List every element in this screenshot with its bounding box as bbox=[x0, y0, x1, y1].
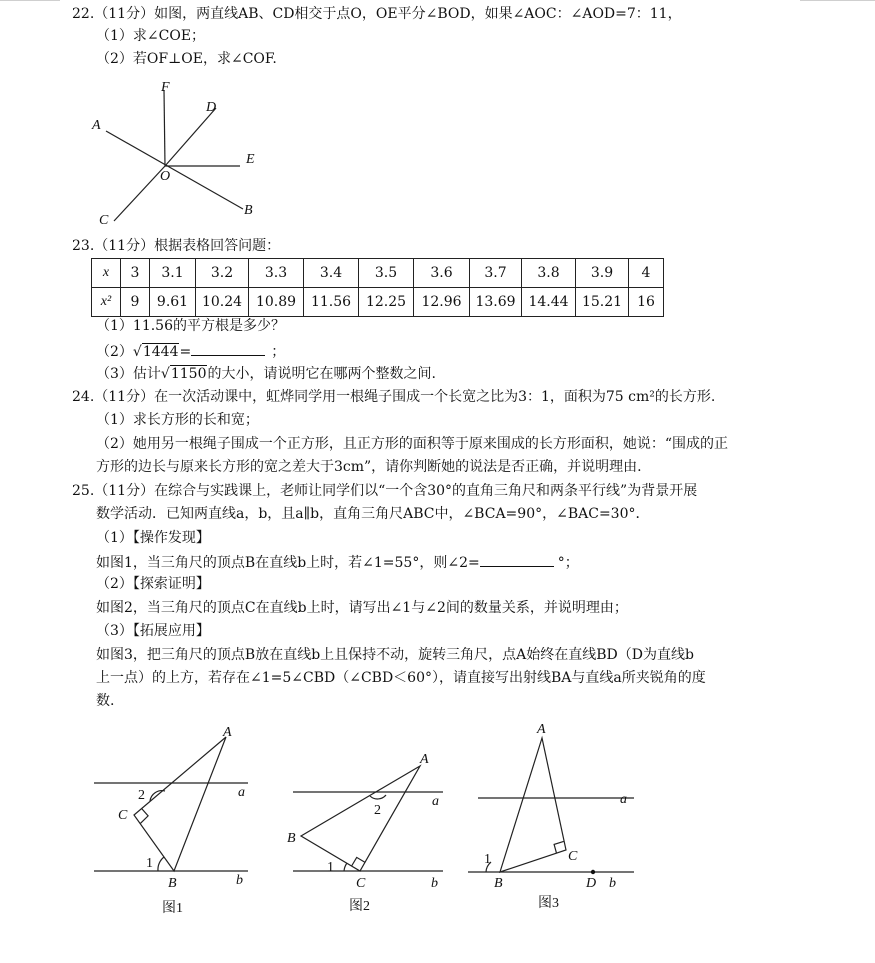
q22-sub2: （2）若OF⊥OE，求∠COF. bbox=[96, 51, 277, 67]
top-rule-right bbox=[800, 0, 875, 1]
figure-2 bbox=[285, 745, 460, 920]
q24-sub1: （1）求长方形的长和宽； bbox=[96, 412, 259, 428]
label-A: A bbox=[92, 118, 101, 133]
fig1-label-B: B bbox=[168, 876, 177, 891]
angle-2-arc bbox=[370, 795, 386, 799]
label-F: F bbox=[161, 80, 170, 95]
label-B: B bbox=[244, 203, 253, 218]
label-O: O bbox=[160, 169, 171, 184]
answer-blank-angle2[interactable] bbox=[480, 551, 554, 567]
angle-1-arc bbox=[344, 863, 347, 871]
fig3-label-D: D bbox=[586, 876, 597, 891]
fig1-label-A: A bbox=[223, 725, 232, 740]
line-AB bbox=[106, 131, 243, 209]
fig1-label-C: C bbox=[118, 808, 128, 823]
figure-3 bbox=[462, 718, 642, 918]
table-cell: 3.2 bbox=[196, 259, 249, 288]
q23-sub3-prefix: （3）估计 bbox=[96, 366, 161, 382]
fig3-label-b: b bbox=[609, 876, 616, 891]
q25-head-line2: 数学活动．已知两直线a，b，且a∥b，直角三角尺ABC中，∠BCA=90°，∠BAC=30°． bbox=[96, 506, 650, 522]
fig2-angle-2: 2 bbox=[374, 803, 381, 818]
fig3-angle-1: 1 bbox=[484, 852, 491, 867]
label-D: D bbox=[206, 100, 217, 115]
fig3-label-A: A bbox=[537, 722, 546, 737]
fig2-label-A: A bbox=[420, 752, 429, 767]
q25-part1-prefix: 如图1，当三角尺的顶点B在直线b上时，若∠1=55°，则∠2= bbox=[96, 555, 480, 571]
fig1-angle-1: 1 bbox=[146, 856, 153, 871]
q22-figure bbox=[80, 76, 280, 231]
top-rule-left bbox=[0, 0, 60, 1]
fig1-angle-2: 2 bbox=[138, 788, 145, 803]
fig1-label-b: b bbox=[236, 873, 243, 888]
fig3-label-C: C bbox=[568, 849, 578, 864]
fig3-label-B: B bbox=[494, 876, 503, 891]
q23-head: 23.（11分）根据表格回答问题： bbox=[72, 238, 281, 254]
table-cell: 9 bbox=[121, 288, 150, 317]
q25-part1-suffix: °； bbox=[557, 555, 579, 571]
table-cell: 12.96 bbox=[414, 288, 470, 317]
angle-1-arc bbox=[158, 857, 164, 871]
q25-head-line1: 25.（11分）在综合与实践课上，老师让同学们以“一个含30°的直角三角尺和两条平行线”为背景开展 bbox=[72, 483, 698, 499]
q25-part3-line3: 数. bbox=[96, 693, 115, 709]
table-cell: 4 bbox=[629, 259, 664, 288]
label-E: E bbox=[246, 152, 255, 167]
q23-sub2-eq: = bbox=[179, 344, 192, 360]
table-cell: x² bbox=[92, 288, 121, 317]
fig1-label-a: a bbox=[238, 785, 245, 800]
q23-sub3-suffix: 的大小，请说明它在哪两个整数之间. bbox=[207, 366, 436, 382]
table-cell: 3 bbox=[121, 259, 150, 288]
right-angle-mark bbox=[141, 809, 149, 824]
table-cell: 15.21 bbox=[576, 288, 629, 317]
table-cell: 11.56 bbox=[304, 288, 359, 317]
table-row bbox=[92, 259, 664, 288]
q25-part2-text: 如图2，当三角尺的顶点C在直线b上时，请写出∠1与∠2间的数量关系，并说明理由； bbox=[96, 600, 628, 616]
fig2-label-b: b bbox=[431, 876, 438, 891]
radicand-1150: 1150 bbox=[170, 366, 207, 382]
q23-sub2-suffix: ； bbox=[271, 344, 286, 360]
q22-sub1: （1）求∠COE； bbox=[96, 28, 206, 44]
fig1-caption: 图1 bbox=[162, 901, 183, 916]
fig2-angle-1: 1 bbox=[327, 860, 334, 875]
table-cell: 3.1 bbox=[150, 259, 196, 288]
q25-part2-title: （2）【探索证明】 bbox=[96, 576, 210, 592]
fig2-label-B: B bbox=[287, 831, 296, 846]
table-cell: 10.24 bbox=[196, 288, 249, 317]
table-cell: 10.89 bbox=[249, 288, 304, 317]
triangle-ABC bbox=[301, 766, 420, 871]
q25-part3-title: （3）【拓展应用】 bbox=[96, 623, 210, 639]
table-cell: 3.5 bbox=[359, 259, 414, 288]
q23-sub3 bbox=[96, 364, 436, 384]
fig2-label-a: a bbox=[432, 794, 439, 809]
q24-head: 24.（11分）在一次活动课中，虹烨同学用一根绳子围成一个长宽之比为3：1，面积为75 cm²的长方形. bbox=[72, 389, 716, 405]
q22-head: 22.（11分）如图，两直线AB、CD相交于点O，OE平分∠BOD，如果∠AOC：∠AOD=7：11， bbox=[72, 6, 682, 22]
table-row bbox=[92, 288, 664, 317]
fig3-caption: 图3 bbox=[538, 896, 559, 911]
table-cell: 14.44 bbox=[522, 288, 576, 317]
table-cell: 3.4 bbox=[304, 259, 359, 288]
table-cell: x bbox=[92, 259, 121, 288]
table-cell: 9.61 bbox=[150, 288, 196, 317]
sqrt-1444: √1444 bbox=[132, 344, 179, 360]
label-C: C bbox=[99, 213, 109, 228]
answer-blank[interactable] bbox=[191, 340, 265, 356]
figure-1 bbox=[90, 722, 260, 922]
radicand-1444: 1444 bbox=[142, 344, 179, 360]
triangle-ABC bbox=[134, 737, 226, 871]
fig2-caption: 图2 bbox=[349, 899, 370, 914]
table-cell: 3.8 bbox=[522, 259, 576, 288]
table-cell: 3.7 bbox=[470, 259, 522, 288]
squares-table bbox=[91, 258, 664, 317]
q23-sub2-prefix: （2） bbox=[96, 344, 133, 360]
table-cell: 3.9 bbox=[576, 259, 629, 288]
q23-sub1: （1）11.56的平方根是多少？ bbox=[96, 318, 285, 334]
point-D bbox=[591, 870, 595, 874]
q24-sub2-line2: 方形的边长与原来长方形的宽之差大于3cm”，请你判断她的说法是否正确，并说明理由. bbox=[96, 459, 642, 475]
fig3-label-a: a bbox=[620, 792, 627, 807]
q24-sub2-line1: （2）她用另一根绳子围成一个正方形，且正方形的面积等于原来围成的长方形面积，她说：“围成的正 bbox=[96, 436, 729, 452]
table-cell: 3.3 bbox=[249, 259, 304, 288]
table-cell: 3.6 bbox=[414, 259, 470, 288]
q23-sub2 bbox=[96, 340, 285, 362]
table-cell: 16 bbox=[629, 288, 664, 317]
table-cell: 13.69 bbox=[470, 288, 522, 317]
q25-part3-line2: 上一点）的上方，若存在∠1=5∠CBD（∠CBD＜60°），请直接写出射线BA与直线a所夹锐角的度 bbox=[96, 670, 706, 686]
q25-part1-title: （1）【操作发现】 bbox=[96, 530, 210, 546]
ray-OD bbox=[165, 108, 216, 166]
table-cell: 12.25 bbox=[359, 288, 414, 317]
q25-part1-text bbox=[96, 551, 579, 573]
ray-OF bbox=[164, 90, 165, 166]
ray-OC bbox=[114, 166, 165, 221]
fig2-label-C: C bbox=[356, 876, 366, 891]
sqrt-1150: √1150 bbox=[160, 366, 207, 382]
q25-part3-line1: 如图3，把三角尺的顶点B放在直线b上且保持不动，旋转三角尺，点A始终在直线BD（D为直线b bbox=[96, 647, 694, 663]
